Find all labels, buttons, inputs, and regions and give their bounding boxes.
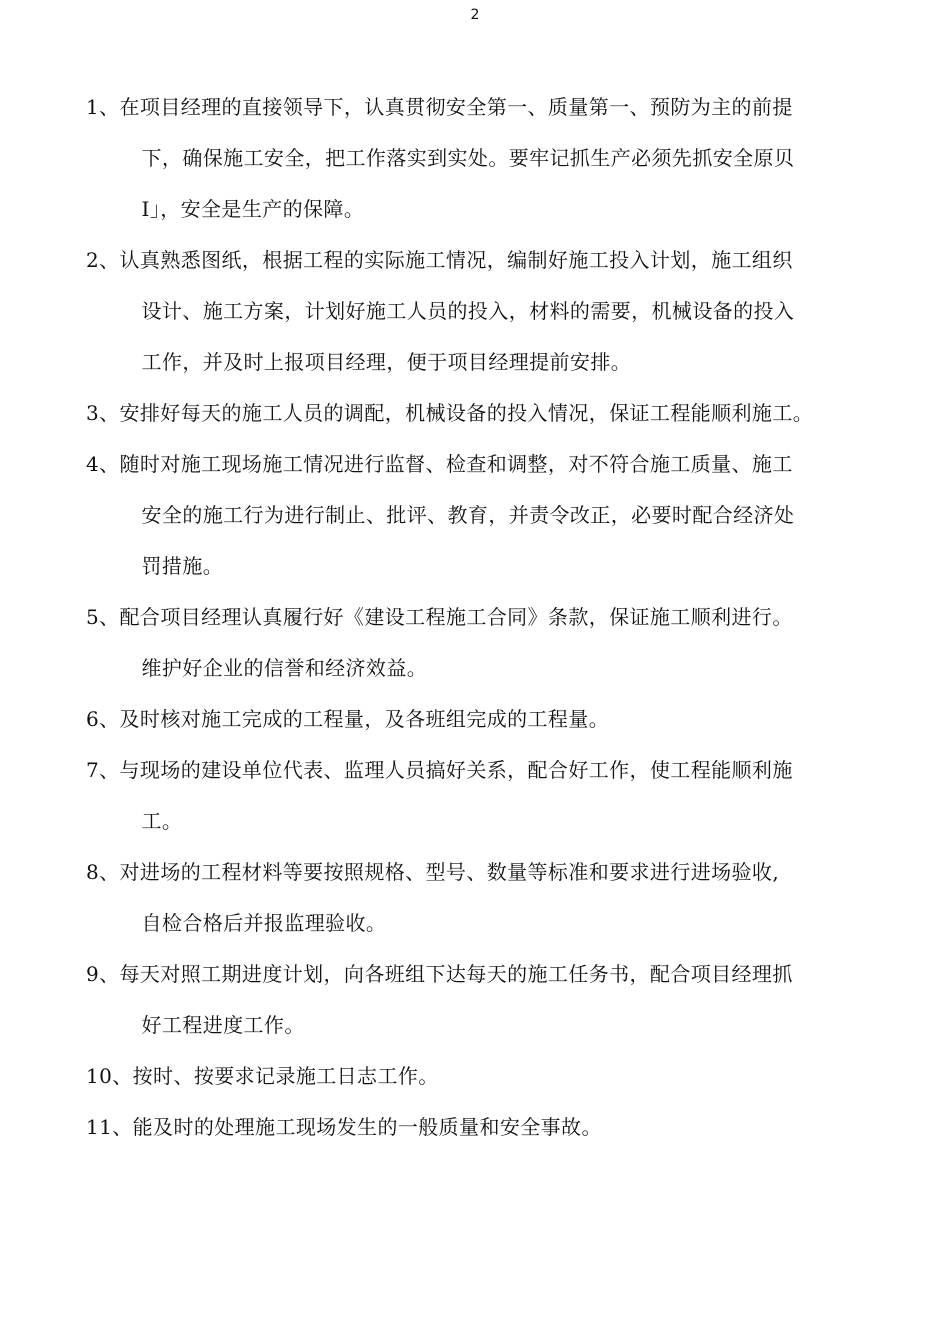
- item-line: 好工程进度工作。: [141, 1013, 305, 1037]
- item-text: [120, 745, 876, 847]
- item-line: 工。: [141, 809, 183, 833]
- item-line: 配合项目经理认真履行好《建设工程施工合同》条款，保证施工顺利进行。: [119, 605, 793, 629]
- item-text: [120, 439, 876, 592]
- item-text: [133, 1051, 876, 1102]
- list-item: [86, 847, 876, 949]
- item-line: 认真熟悉图纸，根据工程的实际施工情况，编制好施工投入计划，施工组织: [119, 248, 793, 272]
- item-line: 按时、按要求记录施工日志工作。: [132, 1064, 439, 1088]
- item-text: [120, 235, 876, 388]
- item-line: 每天对照工期进度计划，向各班组下达每天的施工任务书，配合项目经理抓: [119, 962, 793, 986]
- item-line: 自检合格后并报监理验收。: [141, 911, 387, 935]
- item-line: 随时对施工现场施工情况进行监督、检查和调整，对不符合施工质量、施工: [119, 452, 793, 476]
- item-number: 10、: [86, 1064, 133, 1088]
- list-item: [86, 592, 876, 694]
- item-number: 1、: [86, 95, 120, 119]
- item-line: 工作，并及时上报项目经理，便于项目经理提前安排。: [141, 350, 632, 374]
- item-number: 6、: [86, 707, 120, 731]
- list-item: [86, 745, 876, 847]
- item-line: 能及时的处理施工现场发生的一般质量和安全事故。: [132, 1115, 602, 1139]
- item-line: 设计、施工方案，计划好施工人员的投入，材料的需要，机械设备的投入: [141, 299, 795, 323]
- item-number: 11、: [86, 1115, 133, 1139]
- list-item: [86, 949, 876, 1051]
- item-line: 与现场的建设单位代表、监理人员搞好关系，配合好工作，使工程能顺利施: [119, 758, 793, 782]
- item-number: 7、: [86, 758, 120, 782]
- page-number: 2: [470, 7, 480, 23]
- item-text: [120, 388, 876, 439]
- item-line: 安全的施工行为进行制止、批评、教育，并责令改正，必要时配合经济处: [141, 503, 795, 527]
- item-line: 及时核对施工完成的工程量，及各班组完成的工程量。: [119, 707, 610, 731]
- item-text: [120, 82, 876, 235]
- list-item: [86, 388, 876, 439]
- duty-list: [86, 82, 876, 1153]
- list-item: [86, 235, 876, 388]
- item-line: 在项目经理的直接领导下，认真贯彻安全第一、质量第一、预防为主的前提: [119, 95, 793, 119]
- list-item: [86, 439, 876, 592]
- item-text: [120, 847, 876, 949]
- item-text: [120, 694, 876, 745]
- item-line: 对进场的工程材料等要按照规格、型号、数量等标准和要求进行进场验收,: [119, 860, 780, 884]
- item-line: 安排好每天的施工人员的调配，机械设备的投入情况，保证工程能顺利施工。: [119, 401, 814, 425]
- list-item: [86, 1051, 876, 1102]
- item-number: 3、: [86, 401, 120, 425]
- item-text: [133, 1102, 876, 1153]
- item-line: 维护好企业的信誉和经济效益。: [141, 656, 428, 680]
- item-line: 罚措施。: [141, 554, 224, 578]
- item-line: 下，确保施工安全，把工作落实到实处。要牢记抓生产必须先抓安全原贝: [141, 146, 795, 170]
- list-item: [86, 82, 876, 235]
- item-line: I」，安全是生产的保障。: [141, 197, 365, 221]
- item-number: 2、: [86, 248, 120, 272]
- item-number: 5、: [86, 605, 120, 629]
- item-number: 4、: [86, 452, 120, 476]
- list-item: [86, 1102, 876, 1153]
- item-number: 9、: [86, 962, 120, 986]
- list-item: [86, 694, 876, 745]
- item-text: [120, 949, 876, 1051]
- item-text: [120, 592, 876, 694]
- item-number: 8、: [86, 860, 120, 884]
